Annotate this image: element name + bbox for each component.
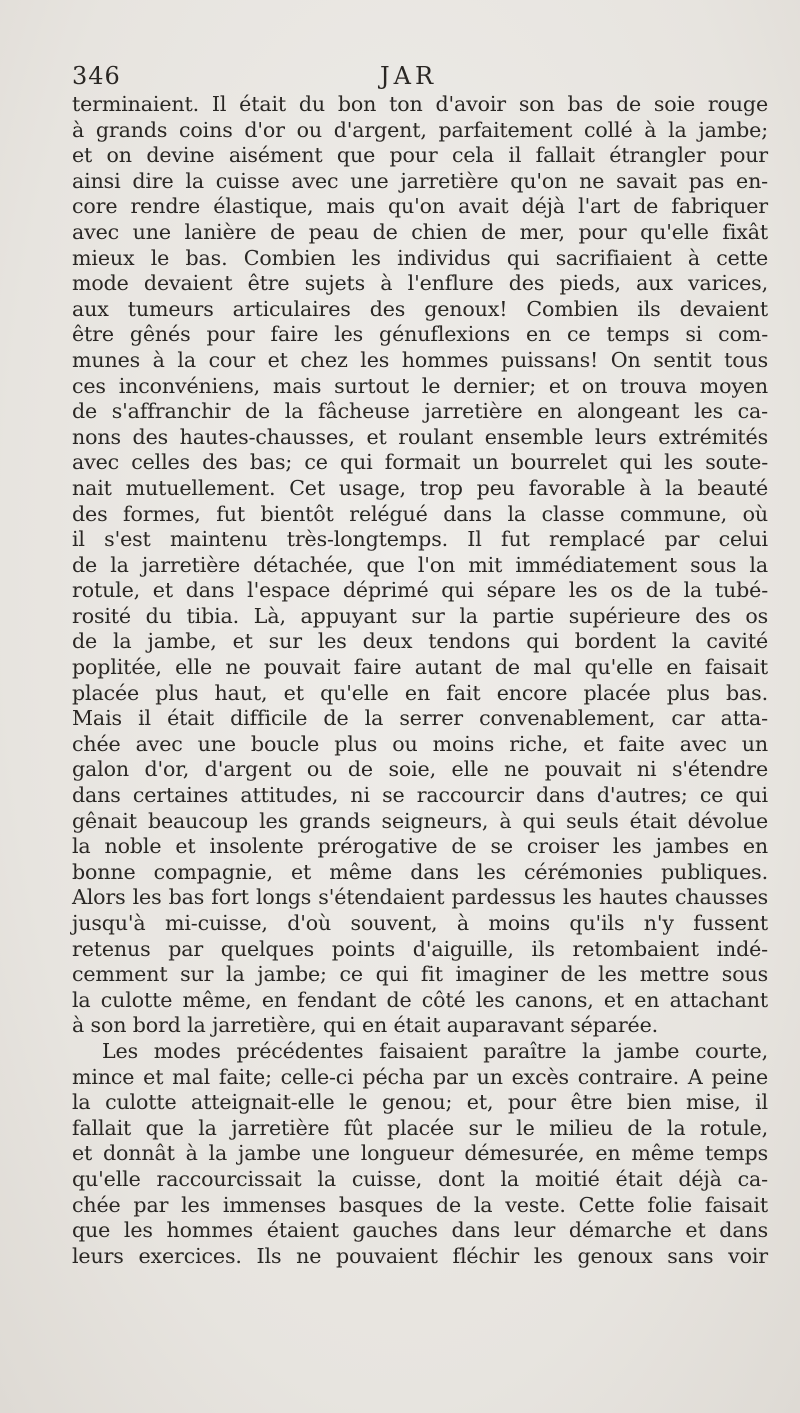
text-line: mince et mal faite; celle-ci pécha par un excès contraire. A peine <box>72 1064 768 1089</box>
text-line: chée par les immenses basques de la veste. Cette folie faisait <box>72 1192 768 1217</box>
text-line: fallait que la jarretière fût placée sur le milieu de la rotule, <box>72 1115 768 1140</box>
text-line: la noble et insolente prérogative de se croiser les jambes en <box>72 834 768 859</box>
text-line: chée avec une boucle plus ou moins riche, et faite avec un <box>72 731 768 756</box>
text-line: gênait beaucoup les grands seigneurs, à qui seuls était dévolue <box>72 808 768 833</box>
text-line: retenus par quelques points d'aiguille, ils retombaient indé- <box>72 936 768 961</box>
text-line: il s'est maintenu très-longtemps. Il fut remplacé par celui <box>72 527 768 552</box>
text-line: terminaient. Il était du bon ton d'avoir son bas de soie rouge <box>72 92 768 116</box>
text-line: placée plus haut, et qu'elle en fait encore placée plus bas. <box>72 680 768 705</box>
text-line: Alors les bas fort longs s'étendaient pardessus les hautes chausses <box>72 885 768 910</box>
text-line: à son bord la jarretière, qui en était auparavant séparée. <box>72 1013 659 1038</box>
text-line: Mais il était difficile de la serrer convenablement, car atta- <box>72 706 768 731</box>
text-line: de la jambe, et sur les deux tendons qui bordent la cavité <box>72 629 768 654</box>
text-line: nons des hautes-chausses, et roulant ensemble leurs extrémités <box>72 424 768 449</box>
text-line: que les hommes étaient gauches dans leur démarche et dans <box>72 1218 768 1243</box>
text-line: leurs exercices. Ils ne pouvaient fléchir les genoux sans voir <box>72 1243 768 1268</box>
page-number: 346 <box>72 62 121 90</box>
text-line: dans certaines attitudes, ni se raccourcir dans d'autres; ce qui <box>72 783 768 808</box>
text-line: avec celles des bas; ce qui formait un bourrelet qui les soute- <box>72 450 768 475</box>
text-line: rotule, et dans l'espace déprimé qui sépare les os de la tubé- <box>72 578 768 603</box>
text-line: mode devaient être sujets à l'enflure des pieds, aux varices, <box>72 271 768 296</box>
body-text <box>72 92 768 1269</box>
text-line: ainsi dire la cuisse avec une jarretière qu'on ne savait pas en- <box>72 168 768 193</box>
text-line: la culotte même, en fendant de côté les canons, et en attachant <box>72 987 768 1012</box>
text-line: mieux le bas. Combien les individus qui sacrifiaient à cette <box>72 245 768 270</box>
text-line: de la jarretière détachée, que l'on mit immédiatement sous la <box>72 552 768 577</box>
text-line: poplitée, elle ne pouvait faire autant de mal qu'elle en faisait <box>72 655 768 680</box>
page-header <box>72 62 772 92</box>
text-line: ces inconvéniens, mais surtout le dernier; et on trouva moyen <box>72 373 768 398</box>
running-head: JAR <box>380 62 438 90</box>
text-line: à grands coins d'or ou d'argent, parfaitement collé à la jambe; <box>72 117 768 142</box>
text-line: des formes, fut bientôt relégué dans la classe commune, où <box>72 501 768 526</box>
text-line: jusqu'à mi-cuisse, d'où souvent, à moins qu'ils n'y fussent <box>72 911 768 935</box>
text-line: rosité du tibia. Là, appuyant sur la partie supérieure des os <box>72 603 768 628</box>
text-line-paragraph-start: Les modes précédentes faisaient paraître la jambe courte, <box>102 1038 768 1063</box>
text-line: avec une lanière de peau de chien de mer, pour qu'elle fixât <box>72 219 768 244</box>
text-line: être gênés pour faire les génuflexions en ce temps si com- <box>72 322 768 347</box>
text-line: et donnât à la jambe une longueur démesurée, en même temps <box>72 1141 768 1166</box>
text-line: core rendre élastique, mais qu'on avait déjà l'art de fabriquer <box>72 194 768 219</box>
text-line: aux tumeurs articulaires des genoux! Combien ils devaient <box>72 296 768 321</box>
text-line: nait mutuellement. Cet usage, trop peu favorable à la beauté <box>72 475 768 500</box>
text-line: bonne compagnie, et même dans les cérémonies publiques. <box>72 859 768 884</box>
text-line: qu'elle raccourcissait la cuisse, dont la moitié était déjà ca- <box>72 1166 768 1191</box>
text-line: galon d'or, d'argent ou de soie, elle ne pouvait ni s'étendre <box>72 757 768 782</box>
text-line: de s'affranchir de la fâcheuse jarretière en alongeant les ca- <box>72 399 768 424</box>
text-line: munes à la cour et chez les hommes puissans! On sentit tous <box>72 347 768 372</box>
text-line: et on devine aisément que pour cela il fallait étrangler pour <box>72 143 768 168</box>
text-line: la culotte atteignait-elle le genou; et, pour être bien mise, il <box>72 1090 768 1115</box>
text-line: cemment sur la jambe; ce qui fit imaginer de les mettre sous <box>72 962 768 987</box>
